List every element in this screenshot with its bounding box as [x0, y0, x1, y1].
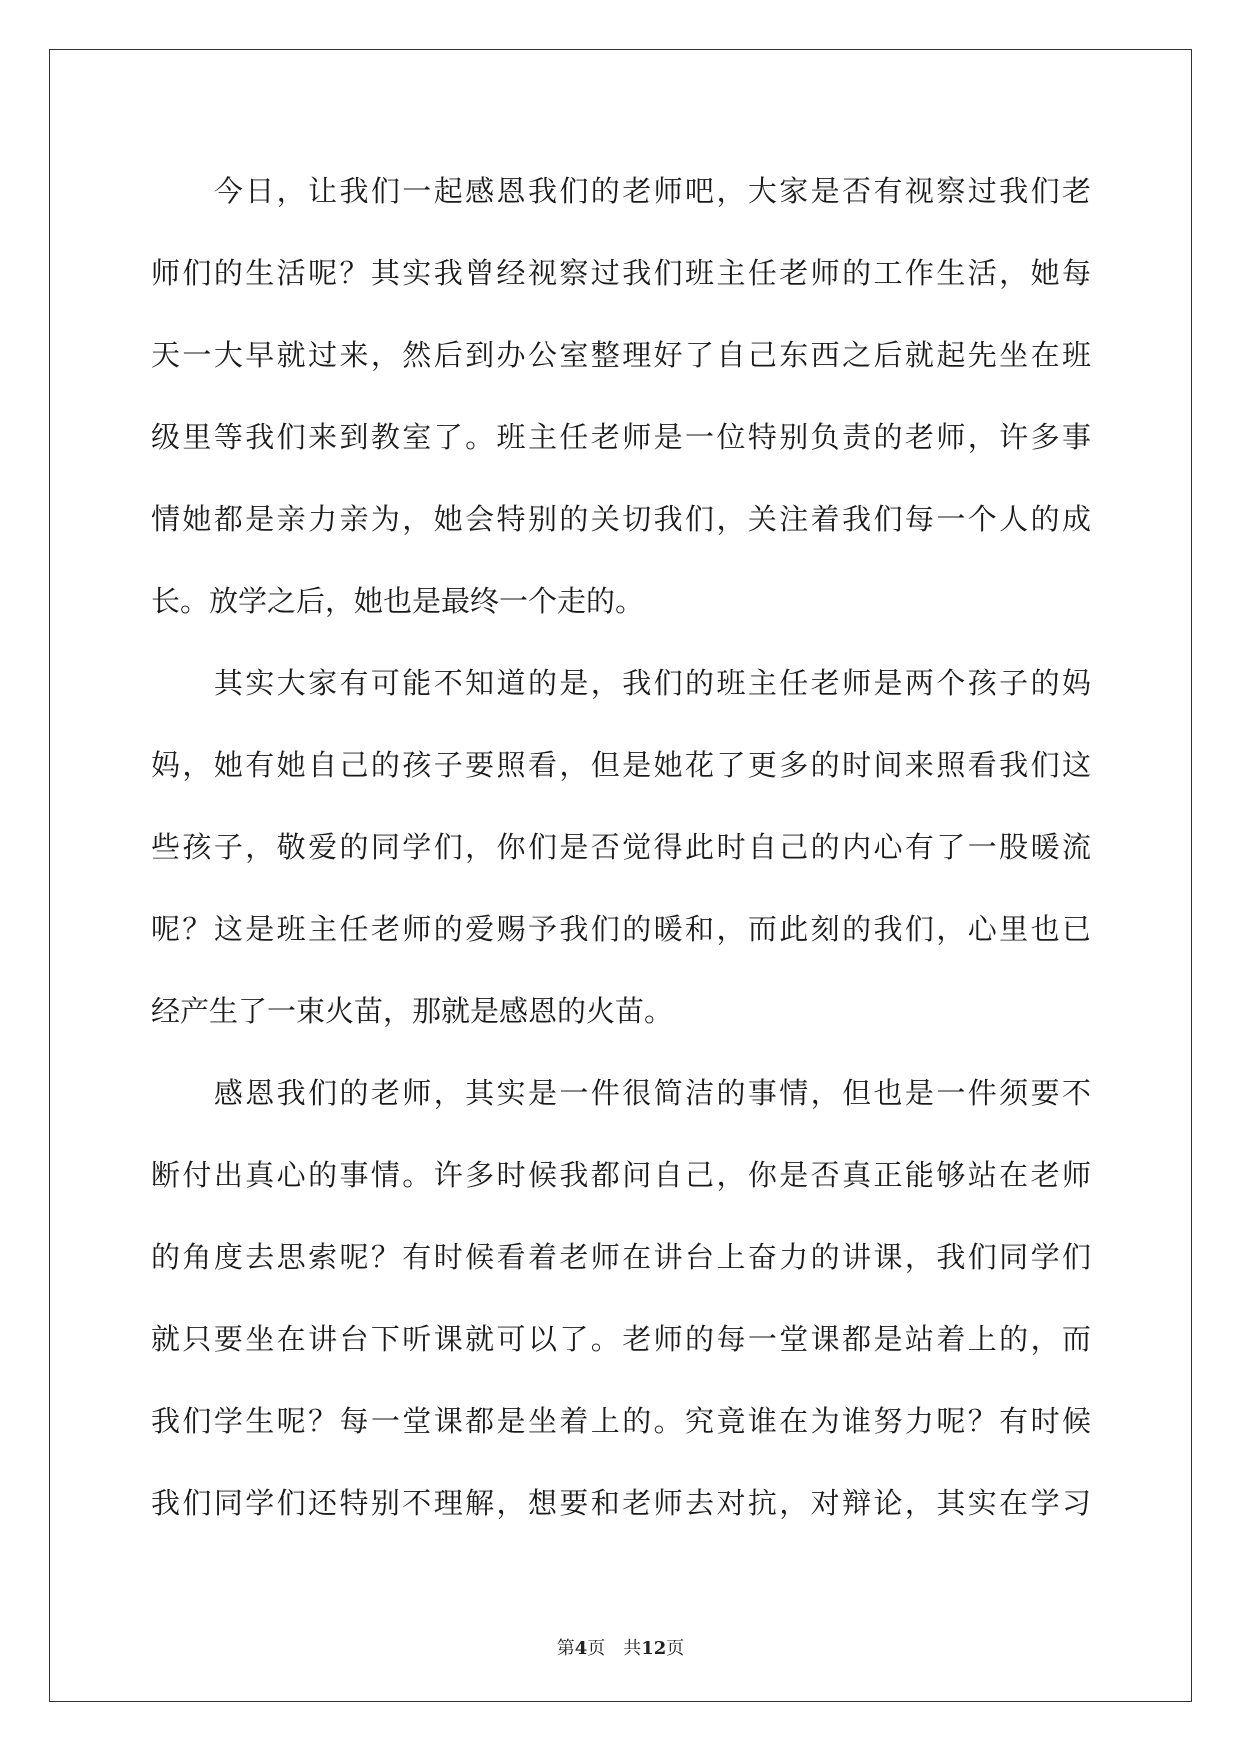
text-line: 呢？这是班主任老师的爱赐予我们的暖和，而此刻的我们，心里也已	[151, 912, 1091, 946]
text-line: 些孩子，敬爱的同学们，你们是否觉得此时自己的内心有了一股暖流	[151, 830, 1091, 864]
paragraph-1	[151, 160, 1091, 652]
text-line: 情她都是亲力亲为，她会特别的关切我们，关注着我们每一个人的成	[151, 502, 1091, 536]
text-line: 就只要坐在讲台下听课就可以了。老师的每一堂课都是站着上的，而	[151, 1322, 1091, 1356]
footer-middle: 页 共	[587, 1638, 642, 1659]
text-line: 天一大早就过来，然后到办公室整理好了自己东西之后就起先坐在班	[151, 338, 1091, 372]
paragraph-3	[151, 1062, 1091, 1554]
footer-prefix: 第	[556, 1638, 575, 1659]
paragraph-2	[151, 652, 1091, 1062]
document-body	[151, 160, 1091, 1554]
text-line: 经产生了一束火苗，那就是感恩的火苗。	[151, 994, 674, 1028]
text-line: 级里等我们来到教室了。班主任老师是一位特别负责的老师，许多事	[151, 420, 1091, 454]
text-line: 我们学生呢？每一堂课都是坐着上的。究竟谁在为谁努力呢？有时候	[151, 1404, 1091, 1438]
page-footer	[0, 1634, 1241, 1660]
current-page-number: 4	[574, 1638, 588, 1659]
text-line: 的角度去思索呢？有时候看着老师在讲台上奋力的讲课，我们同学们	[151, 1240, 1091, 1274]
text-line: 感恩我们的老师，其实是一件很简洁的事情，但也是一件须要不	[151, 1076, 1091, 1110]
footer-suffix: 页	[666, 1638, 685, 1659]
text-line: 师们的生活呢？其实我曾经视察过我们班主任老师的工作生活，她每	[151, 256, 1091, 290]
text-line: 断付出真心的事情。许多时候我都问自己，你是否真正能够站在老师	[151, 1158, 1091, 1192]
text-line: 长。放学之后，她也是最终一个走的。	[151, 584, 645, 618]
text-line: 妈，她有她自己的孩子要照看，但是她花了更多的时间来照看我们这	[151, 748, 1091, 782]
text-line: 我们同学们还特别不理解，想要和老师去对抗，对辩论，其实在学习	[151, 1486, 1091, 1520]
text-line: 其实大家有可能不知道的是，我们的班主任老师是两个孩子的妈	[151, 666, 1091, 700]
total-page-count: 12	[641, 1638, 667, 1659]
text-line: 今日，让我们一起感恩我们的老师吧，大家是否有视察过我们老	[151, 174, 1091, 208]
